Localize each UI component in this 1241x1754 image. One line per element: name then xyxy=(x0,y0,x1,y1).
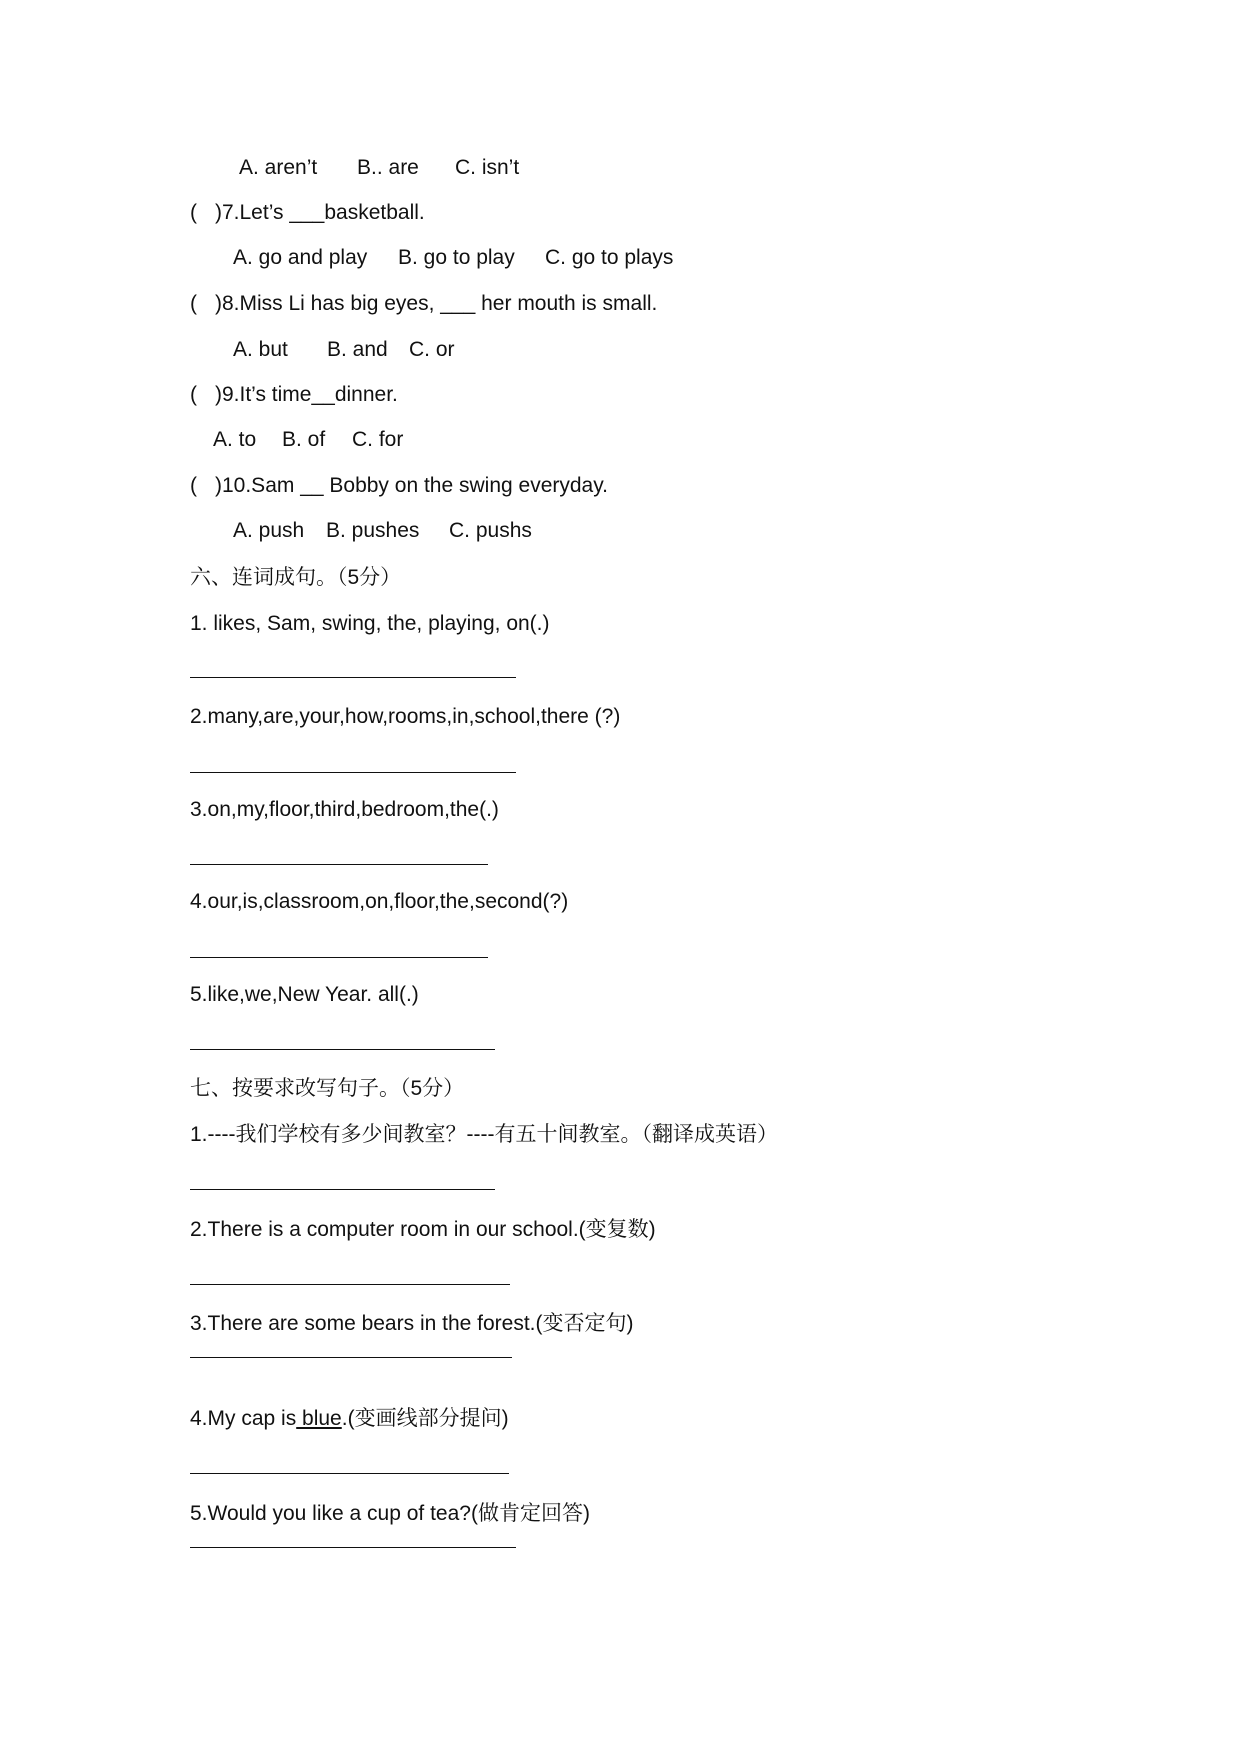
section6-item-2: 2.many,are,your,how,rooms,in,school,there (?) xyxy=(190,705,621,728)
q9-option-c: C. for xyxy=(352,428,404,451)
section6-title: 六、连词成句。（5分） xyxy=(190,566,402,589)
q10-question: )10.Sam __ Bobby on the swing everyday. xyxy=(215,474,609,497)
answer-line[interactable] xyxy=(190,1284,510,1285)
answer-line[interactable] xyxy=(190,1473,509,1474)
section6-item-3: 3.on,my,floor,third,bedroom,the(.) xyxy=(190,798,499,821)
q8-option-b: B. and xyxy=(327,338,388,361)
q8-option-a: A. but xyxy=(233,338,288,361)
q6-option-a: A. aren’t xyxy=(239,156,318,179)
answer-line[interactable] xyxy=(190,677,516,678)
q7-question: )7.Let’s ___basketball. xyxy=(215,201,425,224)
answer-line[interactable] xyxy=(190,1547,516,1548)
answer-line[interactable] xyxy=(190,1189,495,1190)
q8-option-c: C. or xyxy=(409,338,455,361)
item4-after: .(变画线部分提问) xyxy=(341,1407,509,1430)
q10-answer-paren[interactable]: ( xyxy=(190,474,197,497)
q8-answer-paren[interactable]: ( xyxy=(190,292,197,315)
section7-item-5: 5.Would you like a cup of tea?(做肯定回答) xyxy=(190,1502,590,1525)
answer-line[interactable] xyxy=(190,1049,495,1050)
answer-line[interactable] xyxy=(190,957,488,958)
q7-answer-paren[interactable]: ( xyxy=(190,201,197,224)
answer-line[interactable] xyxy=(190,772,516,773)
section7-item-1: 1.----我们学校有多少间教室？----有五十间教室。（翻译成英语） xyxy=(190,1123,778,1146)
section7-item-2: 2.There is a computer room in our school.(变复数) xyxy=(190,1218,656,1241)
q7-option-a: A. go and play xyxy=(233,246,368,269)
q9-option-b: B. of xyxy=(282,428,326,451)
q7-option-b: B. go to play xyxy=(398,246,515,269)
q6-option-b: B.. are xyxy=(357,156,419,179)
q10-option-c: C. pushs xyxy=(449,519,532,542)
answer-line[interactable] xyxy=(190,864,488,865)
section6-item-5: 5.like,we,New Year. all(.) xyxy=(190,983,419,1006)
item4-before: 4.My cap is xyxy=(190,1407,297,1430)
q7-option-c: C. go to plays xyxy=(545,246,674,269)
q9-option-a: A. to xyxy=(213,428,257,451)
q6-option-c: C. isn’t xyxy=(455,156,520,179)
q8-question: )8.Miss Li has big eyes, ___ her mouth is small. xyxy=(215,292,658,315)
q9-question: )9.It’s time__dinner. xyxy=(215,383,398,406)
section6-item-4: 4.our,is,classroom,on,floor,the,second(?) xyxy=(190,890,569,913)
q10-option-a: A. push xyxy=(233,519,305,542)
q10-option-b: B. pushes xyxy=(326,519,420,542)
section7-item-3: 3.There are some bears in the forest.(变否定句) xyxy=(190,1312,634,1335)
q9-answer-paren[interactable]: ( xyxy=(190,383,197,406)
answer-line[interactable] xyxy=(190,1357,512,1358)
section6-item-1: 1. likes, Sam, swing, the, playing, on(.) xyxy=(190,612,550,635)
item4-underlined: blue xyxy=(296,1407,342,1430)
section7-item-4 xyxy=(190,1407,509,1431)
section7-title: 七、按要求改写句子。（5分） xyxy=(190,1077,465,1100)
